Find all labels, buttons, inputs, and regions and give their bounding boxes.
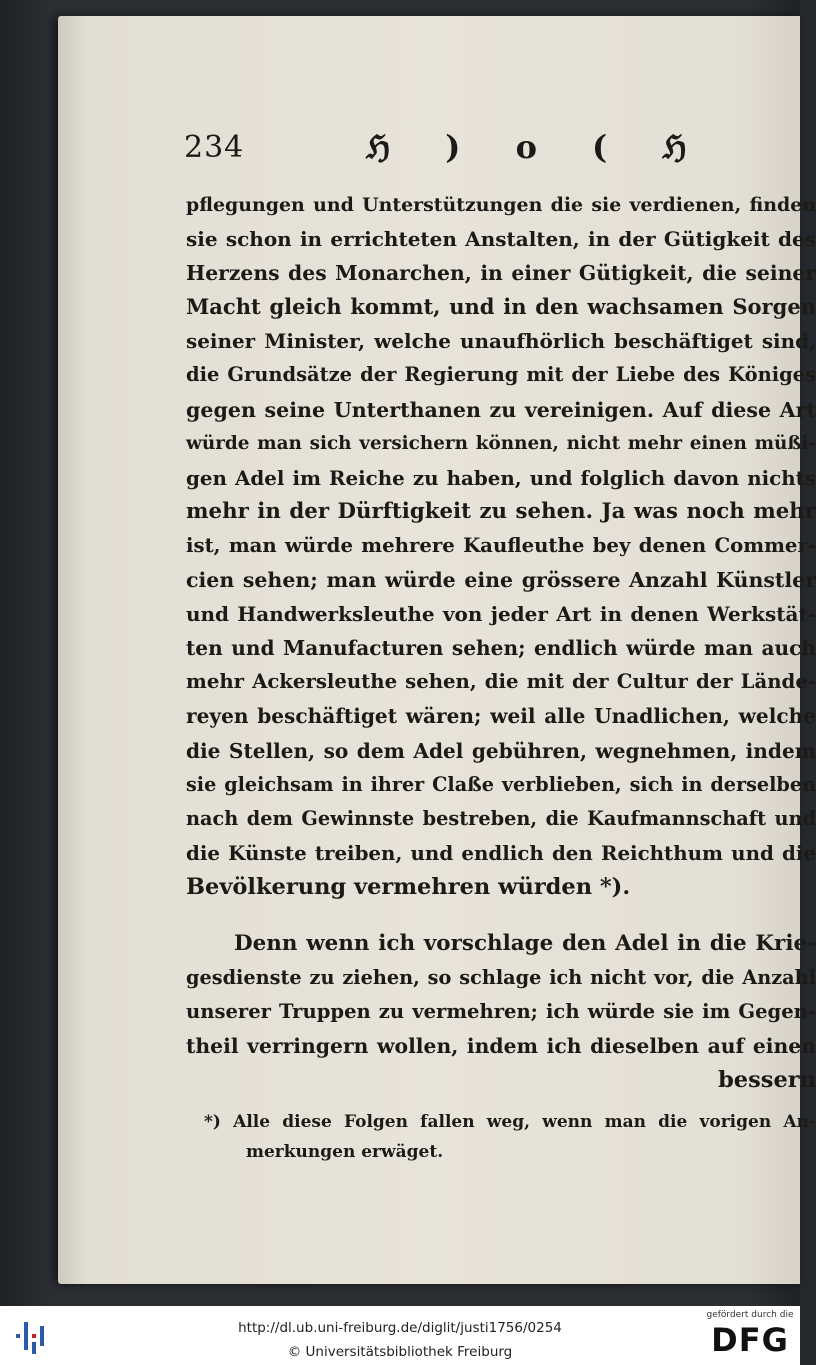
catchword: bessern: [718, 1067, 816, 1094]
text-line: pflegungen und Unterstützungen die sie verdienen, finden: [186, 194, 816, 216]
text-line: sie gleichsam in ihrer Claße verblieben, sich in derselben: [186, 772, 816, 796]
page-number: 234: [184, 130, 245, 165]
copyright-notice: © Universitätsbibliothek Freiburg: [287, 1344, 513, 1360]
text-line: die Grundsätze der Regierung mit der Liebe des Königes: [186, 363, 816, 387]
dfg-logo: DFG: [711, 1321, 789, 1359]
dfg-caption: gefördert durch die: [706, 1310, 794, 1320]
paragraph-1: [176, 188, 816, 904]
dfg-funding-badge: [706, 1310, 794, 1362]
text-line: Bevölkerung vermehren würden *).: [186, 873, 631, 900]
text-line: und Handwerksleuthe von jeder Art in denen Werkstät-: [186, 602, 816, 627]
text-line: Herzens des Monarchen, in einer Gütigkeit, die seiner: [186, 261, 816, 286]
text-line: cien sehen; man würde eine grössere Anzahl Künstler: [186, 568, 816, 593]
text-line: theil verringern wollen, indem ich dieselben auf einen: [186, 1034, 816, 1059]
text-line: nach dem Gewinnste bestreben, die Kaufmannschaft und: [186, 806, 816, 830]
footnote: [176, 1107, 816, 1167]
text-line: ist, man würde mehrere Kaufleuthe bey denen Commer-: [186, 533, 816, 557]
text-line: unserer Truppen zu vermehren; ich würde sie im Gegen-: [186, 1000, 816, 1024]
text-line: die Künste treiben, und endlich den Reichthum und die: [186, 840, 816, 865]
text-line: reyen beschäftiget wären; weil alle Unadlichen, welche: [186, 704, 816, 729]
text-line: seiner Minister, welche unaufhörlich beschäftiget sind,: [186, 329, 816, 354]
text-line: gesdienste zu ziehen, so schlage ich nicht vor, die Anzahl: [186, 966, 816, 990]
text-line: mehr Ackersleuthe sehen, die mit der Cultur der Lände-: [186, 670, 816, 694]
page-content: [176, 128, 816, 1167]
text-line: würde man sich versichern können, nicht mehr einen müßi-: [186, 432, 816, 454]
text-line: Denn wenn ich vorschlage den Adel in die Krie-: [234, 930, 816, 956]
text-line: gegen seine Unterthanen zu vereinigen. Auf diese Art: [186, 397, 816, 422]
book-page: [58, 16, 816, 1284]
text-line: sie schon in errichteten Anstalten, in der Gütigkeit des: [186, 227, 816, 252]
page-header: [176, 128, 816, 188]
header-ornament: ℌ ) o ( ℌ: [366, 128, 709, 166]
footnote-line: *) Alle diese Folgen fallen weg, wenn man die vorigen An-: [204, 1112, 816, 1133]
text-line: Macht gleich kommt, und in den wachsamen Sorgen: [186, 294, 816, 320]
text-line: die Stellen, so dem Adel gebühren, wegnehmen, indem: [186, 738, 816, 763]
text-line: ten und Manufacturen sehen; endlich würde man auch: [186, 636, 816, 661]
footnote-line: merkungen erwäget.: [246, 1142, 444, 1163]
permalink[interactable]: http://dl.ub.uni-freiburg.de/diglit/justi1756/0254: [238, 1320, 562, 1336]
text-line: gen Adel im Reiche zu haben, und folglich davon nichts: [186, 465, 816, 490]
paragraph-2: [176, 927, 816, 1097]
text-line: mehr in der Dürftigkeit zu sehen. Ja was noch mehr: [186, 498, 816, 524]
viewer-footer: [0, 1306, 800, 1365]
